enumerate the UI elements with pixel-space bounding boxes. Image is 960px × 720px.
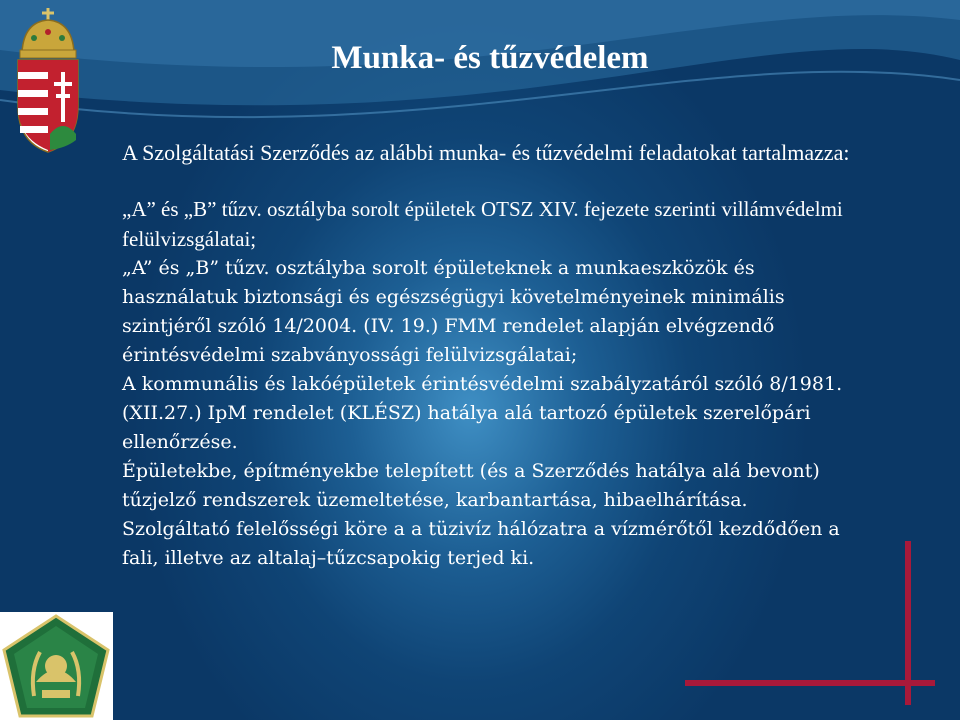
list-item: Épületekbe, építményekbe telepített (és a Szerződés hatálya alá bevont) tűzjelző rendszerek üzemeltetése, karbantartása, hibaelhárítása. [122, 460, 820, 511]
slide-body [122, 138, 852, 573]
list-item: Szolgáltató felelősségi köre a a tüzivíz hálózatra a vízmérőtől kezdődően a fali, illetve az altalaj–tűzcsapokig terjed ki. [122, 518, 840, 569]
military-badge-icon [0, 612, 113, 720]
task-list [122, 194, 852, 573]
list-item: „A” és „B” tűzv. osztályba sorolt épületek OTSZ XIV. fejezete szerinti villámvédelmi felülvizsgálatai; [122, 197, 843, 251]
list-item: „A” és „B” tűzv. osztályba sorolt épületeknek a munkaeszközök és használatuk biztonsági és egészségügyi követelményeinek minimális szintjéről szóló 14/2004. (IV. 19.) FMM rendelet alapján elvégzendő érintésvédelmi szabványossági felülvizsgálatai; [122, 257, 785, 366]
slide-title: Munka- és tűzvédelem [331, 40, 649, 76]
list-item: A kommunális és lakóépületek érintésvédelmi szabályzatáról szóló 8/1981. (XII.27.) IpM rendelet (KLÉSZ) hatálya alá tartozó épületek szerelőpári ellenőrzése. [122, 373, 843, 453]
hungarian-coat-of-arms-icon [10, 6, 86, 154]
decorative-red-line-horizontal [685, 680, 935, 686]
intro-text: A Szolgáltatási Szerződés az alábbi munka- és tűzvédelmi feladatokat tartalmazza: [122, 140, 850, 165]
